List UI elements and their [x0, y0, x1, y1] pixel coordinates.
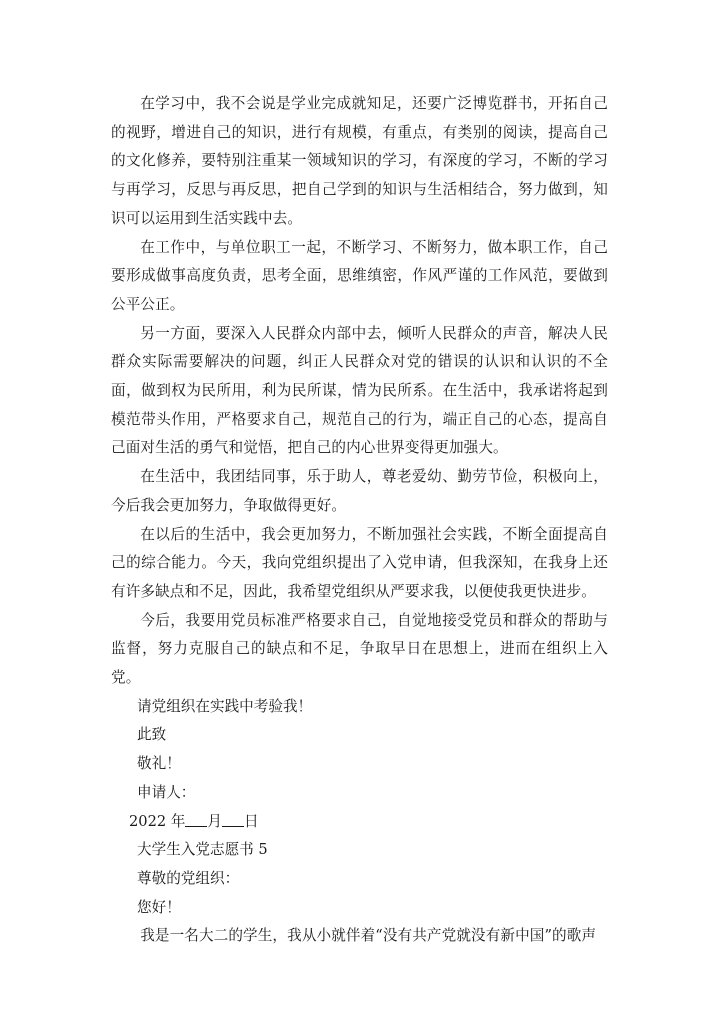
closing-request: 请党组织在实践中考验我！ — [137, 697, 313, 715]
date-month: 月 — [207, 812, 222, 830]
date-year: 2022 年 — [129, 812, 186, 830]
month-blank — [185, 812, 207, 827]
paragraph-work: 在工作中，与单位职工一起，不断学习、不断努力，做本职工作，自己要形成做事高度负责，思考全面，思维缜密，作风严谨的工作风范，要做到公平公正。 — [111, 238, 608, 313]
next-letter-hello: 您好！ — [137, 898, 181, 916]
paragraph-masses: 另一方面，要深入人民群众内部中去，倾听人民群众的声音，解决人民群众实际需要解决的问题，纠正人民群众对党的错误的认识和认识的不全面，做到权为民所用，利为民所谋，情为民所系。在生活中，我承诺将起到模范带头作用，严格要求自己，规范自己的行为，端正自己的心态，提高自己面对生活的勇气和觉悟，把自己的内心世界变得更加强大。 — [111, 324, 608, 457]
closing-salutation-1: 此致 — [137, 726, 167, 744]
next-letter-greeting: 尊敬的党组织： — [137, 869, 240, 887]
next-letter-title: 大学生入党志愿书 5 — [137, 841, 268, 859]
paragraph-future: 在以后的生活中，我会更加努力，不断加强社会实践，不断全面提高自己的综合能力。今天，我向党组织提出了入党申请，但我深知，在我身上还有许多缺点和不足，因此，我希望党组织从严要求我，以便使我更快进步。 — [111, 525, 608, 600]
next-letter-first-paragraph: 我是一名大二的学生，我从小就伴着“没有共产党就没有新中国”的歌声 — [140, 927, 597, 945]
paragraph-resolution: 今后，我要用党员标准严格要求自己，自觉地接受党员和群众的帮助与监督，努力克服自己的缺点和不足，争取早日在思想上，进而在组织上入党。 — [111, 611, 608, 687]
paragraph-life: 在生活中，我团结同事，乐于助人，尊老爱幼、勤劳节俭，积极向上，今后我会更加努力，争取做得更好。 — [111, 468, 608, 514]
date-day: 日 — [243, 812, 259, 830]
applicant-label: 申请人： — [137, 783, 196, 801]
closing-salutation-2: 敬礼！ — [137, 755, 181, 773]
letter-body — [111, 90, 608, 951]
date-line — [111, 808, 608, 837]
day-blank — [222, 812, 244, 827]
paragraph-study: 在学习中，我不会说是学业完成就知足，还要广泛博览群书，开拓自己的视野，增进自己的知识，进行有规模，有重点，有类别的阅读，提高自己的文化修养，要特别注重某一领域知识的学习，有深度的学习，不断的学习与再学习，反思与再反思，把自己学到的知识与生活相结合，努力做到，知识可以运用到生活实践中去。 — [111, 95, 608, 227]
